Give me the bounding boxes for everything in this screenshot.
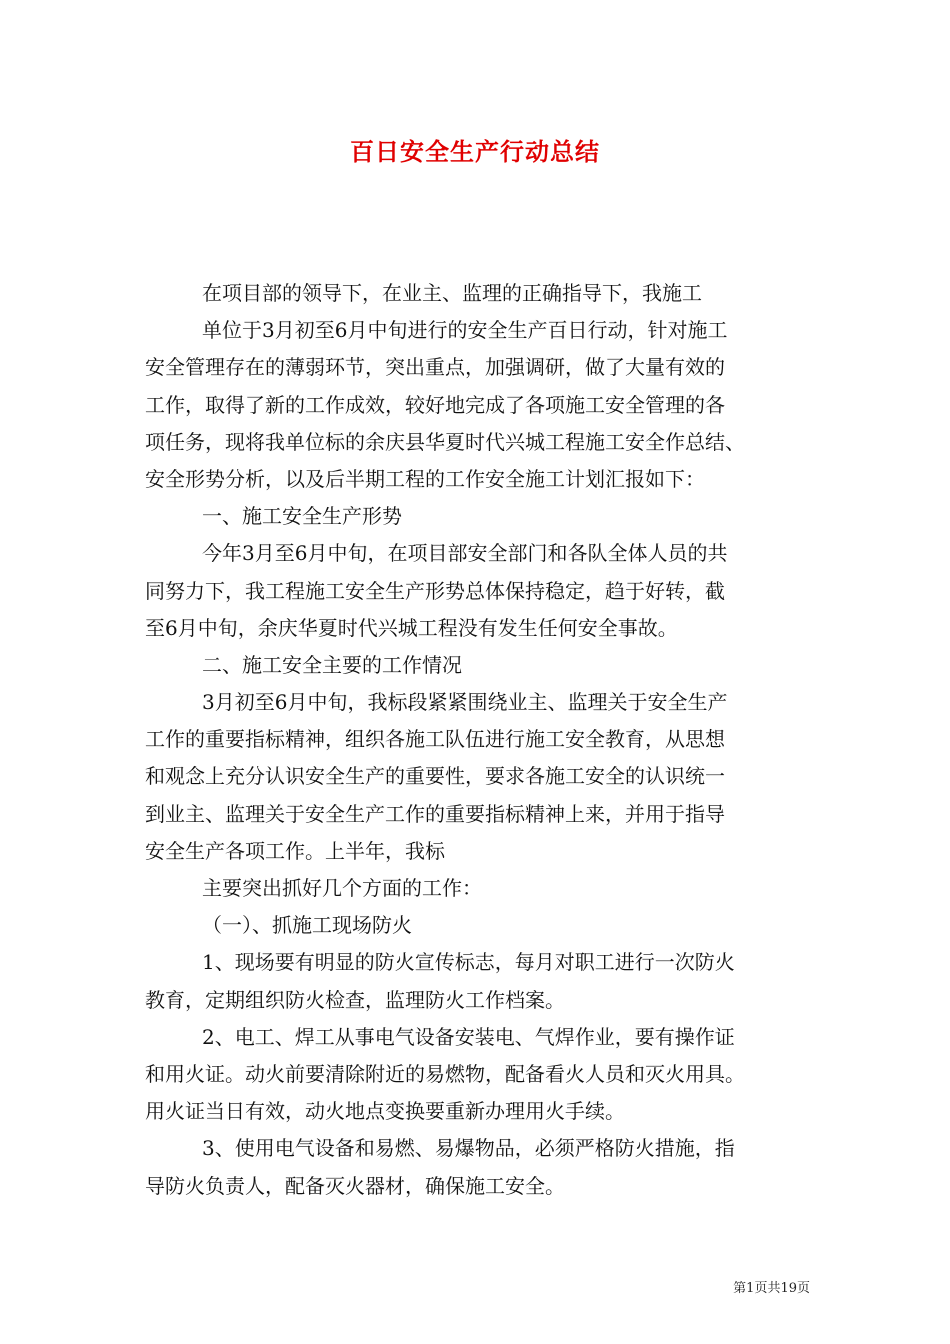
body-line: 安全生产各项工作。上半年，我标 xyxy=(145,838,445,863)
body-line: 单位于3月初至6月中旬进行的安全生产百日行动，针对施工 xyxy=(202,318,728,343)
body-line: 主要突出抓好几个方面的工作： xyxy=(202,876,482,900)
body-line: 导防火负责人，配备灭火器材，确保施工安全。 xyxy=(145,1173,565,1198)
body-line: 项任务，现将我单位标的余庆县华夏时代兴城工程施工安全作总结、 xyxy=(145,429,745,454)
body-line: 今年3月至6月中旬，在项目部安全部门和各队全体人员的共 xyxy=(202,541,728,566)
body-line: （一）、抓施工现场防火 xyxy=(202,913,412,938)
body-line: 和用火证。动火前要清除附近的易燃物，配备看火人员和灭火用具。 xyxy=(145,1061,745,1086)
body-line: 同努力下，我工程施工安全生产形势总体保持稳定，趋于好转，截 xyxy=(145,578,725,603)
body-line: 教育，定期组织防火检查，监理防火工作档案。 xyxy=(145,987,565,1012)
body-line: 二、施工安全主要的工作情况 xyxy=(202,652,462,677)
body-line: 1、现场要有明显的防火宣传标志，每月对职工进行一次防火 xyxy=(202,950,735,975)
body-line: 工作，取得了新的工作成效，较好地完成了各项施工安全管理的各 xyxy=(145,392,725,417)
body-line: 安全管理存在的薄弱环节，突出重点，加强调研，做了大量有效的 xyxy=(145,355,725,380)
body-line: 安全形势分析，以及后半期工程的工作安全施工计划汇报如下： xyxy=(145,466,705,491)
body-line: 一、施工安全生产形势 xyxy=(202,504,402,529)
document-title: 百日安全生产行动总结 xyxy=(350,137,600,166)
body-line: 用火证当日有效，动火地点变换要重新办理用火手续。 xyxy=(145,1099,625,1124)
body-line: 3月初至6月中旬，我标段紧紧围绕业主、监理关于安全生产 xyxy=(202,690,728,715)
body-line: 在项目部的领导下，在业主、监理的正确指导下，我施工 xyxy=(202,281,702,305)
body-line: 3、使用电气设备和易燃、易爆物品，必须严格防火措施，指 xyxy=(202,1136,735,1161)
page-number: 第1页共19页 xyxy=(733,1281,810,1296)
body-line: 到业主、监理关于安全生产工作的重要指标精神上来，并用于指导 xyxy=(145,801,725,826)
document-body xyxy=(145,275,825,1205)
body-line: 工作的重要指标精神，组织各施工队伍进行施工安全教育，从思想 xyxy=(145,727,725,752)
body-line: 至6月中旬，余庆华夏时代兴城工程没有发生任何安全事故。 xyxy=(145,615,678,640)
body-line: 2、电工、焊工从事电气设备安装电、气焊作业，要有操作证 xyxy=(202,1024,735,1049)
body-line: 和观念上充分认识安全生产的重要性，要求各施工安全的认识统一 xyxy=(145,764,725,789)
